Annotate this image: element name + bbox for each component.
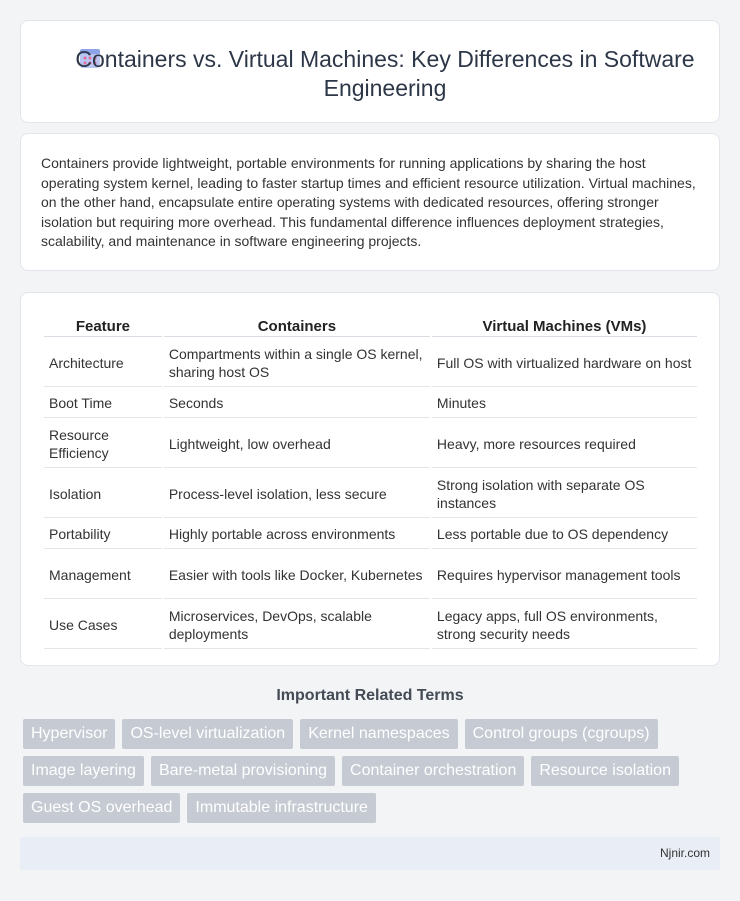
containers-cell: Microservices, DevOps, scalable deployments <box>164 601 430 649</box>
containers-cell: Highly portable across environments <box>164 520 430 549</box>
containers-cell: Seconds <box>164 389 430 418</box>
header-feature: Feature <box>44 315 162 337</box>
table-row <box>44 601 697 649</box>
vms-cell: Less portable due to OS dependency <box>432 520 697 549</box>
term-chip[interactable]: Control groups (cgroups) <box>465 719 658 749</box>
term-chip[interactable]: OS-level virtualization <box>122 719 293 749</box>
intro-card <box>20 133 720 271</box>
term-chip[interactable]: Resource isolation <box>531 756 679 786</box>
vms-cell: Strong isolation with separate OS instances <box>432 470 697 518</box>
table-row <box>44 420 697 468</box>
related-terms-list <box>23 719 723 830</box>
chip-row <box>23 719 723 749</box>
table-header-row <box>44 315 697 337</box>
term-chip[interactable]: Guest OS overhead <box>23 793 180 823</box>
table-row <box>44 551 697 599</box>
containers-cell: Lightweight, low overhead <box>164 420 430 468</box>
vms-cell: Heavy, more resources required <box>432 420 697 468</box>
intro-paragraph: Containers provide lightweight, portable environments for running applications by sharing the host operating system kernel, leading to faster startup times and efficient resource utilization. Virtual machines, on the other hand, encapsulate entire operating systems with dedicated resources, offering stronger isolation but requiring more overhead. This fundamental difference influences deployment strategies, scalability, and maintenance in software engineering projects. <box>41 155 696 250</box>
term-chip[interactable]: Immutable infrastructure <box>187 793 376 823</box>
feature-cell: Resource Efficiency <box>44 420 162 468</box>
vms-cell: Minutes <box>432 389 697 418</box>
feature-cell: Management <box>44 551 162 599</box>
term-chip[interactable]: Hypervisor <box>23 719 115 749</box>
page-title: Containers vs. Virtual Machines: Key Differences in Software Engineering <box>75 46 695 101</box>
chip-row <box>23 756 723 786</box>
footer <box>20 837 720 870</box>
header-containers: Containers <box>164 315 430 337</box>
term-chip[interactable]: Bare-metal provisioning <box>151 756 335 786</box>
feature-cell: Boot Time <box>44 389 162 418</box>
table-row <box>44 339 697 387</box>
vms-cell: Legacy apps, full OS environments, strong security needs <box>432 601 697 649</box>
term-chip[interactable]: Container orchestration <box>342 756 524 786</box>
related-terms-heading: Important Related Terms <box>276 687 464 704</box>
feature-cell: Architecture <box>44 339 162 387</box>
containers-cell: Process-level isolation, less secure <box>164 470 430 518</box>
header-vms: Virtual Machines (VMs) <box>432 315 697 337</box>
term-chip[interactable]: Image layering <box>23 756 144 786</box>
containers-cell: Easier with tools like Docker, Kubernetes <box>164 551 430 599</box>
containers-cell: Compartments within a single OS kernel, sharing host OS <box>164 339 430 387</box>
feature-cell: Use Cases <box>44 601 162 649</box>
table-row <box>44 520 697 549</box>
vms-cell: Full OS with virtualized hardware on host <box>432 339 697 387</box>
vms-cell: Requires hypervisor management tools <box>432 551 697 599</box>
table-row <box>44 389 697 418</box>
table-row <box>44 470 697 518</box>
chip-row <box>23 793 723 823</box>
comparison-card <box>20 292 720 666</box>
term-chip[interactable]: Kernel namespaces <box>300 719 457 749</box>
feature-cell: Portability <box>44 520 162 549</box>
title-card <box>20 20 720 123</box>
feature-cell: Isolation <box>44 470 162 518</box>
comparison-table <box>42 313 699 651</box>
footer-source[interactable]: Njnir.com <box>659 846 710 860</box>
